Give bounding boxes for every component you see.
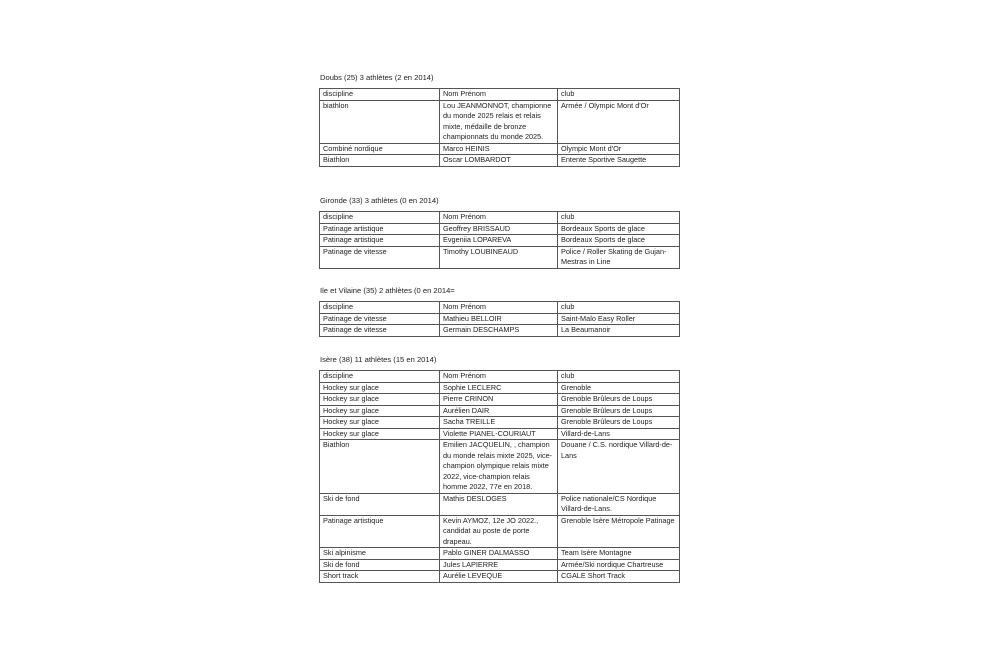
athletes-table xyxy=(319,301,680,337)
section-doubs xyxy=(319,73,681,167)
club-cell: Saint-Malo Easy Roller xyxy=(558,313,680,325)
name-cell: Evgeniia LOPAREVA xyxy=(440,235,558,247)
club-cell: Armée/Ski nordique Chartreuse xyxy=(558,559,680,571)
discipline-cell: Hockey sur glace xyxy=(320,417,440,429)
table-row xyxy=(320,548,680,560)
athletes-table xyxy=(319,370,680,583)
name-cell: Oscar LOMBARDOT xyxy=(440,155,558,167)
section-heading: Isère (38) 11 athlètes (15 en 2014) xyxy=(320,355,437,364)
table-row xyxy=(320,417,680,429)
header-nom-prenom: Nom Prénom xyxy=(440,302,558,314)
table-row xyxy=(320,428,680,440)
table-row xyxy=(320,405,680,417)
table-row xyxy=(320,223,680,235)
discipline-cell: Combiné nordique xyxy=(320,143,440,155)
discipline-cell: Patinage de vitesse xyxy=(320,246,440,268)
section-isere xyxy=(319,355,681,583)
name-cell: Aurélie LEVEQUE xyxy=(440,571,558,583)
club-cell: Grenoble Isère Métropole Patinage xyxy=(558,515,680,548)
discipline-cell: Hockey sur glace xyxy=(320,382,440,394)
discipline-cell: Patinage artistique xyxy=(320,223,440,235)
discipline-cell: Patinage de vitesse xyxy=(320,313,440,325)
discipline-cell: Short track xyxy=(320,571,440,583)
table-header-row xyxy=(320,89,680,101)
header-club: club xyxy=(558,212,680,224)
club-cell: Grenoble Brûleurs de Loups xyxy=(558,394,680,406)
club-cell: Villard-de-Lans xyxy=(558,428,680,440)
discipline-cell: Patinage artistique xyxy=(320,235,440,247)
header-nom-prenom: Nom Prénom xyxy=(440,212,558,224)
name-cell: Sacha TREILLE xyxy=(440,417,558,429)
club-cell: Entente Sportive Saugette xyxy=(558,155,680,167)
table-row xyxy=(320,515,680,548)
section-gironde xyxy=(319,196,681,269)
name-cell: Jules LAPIERRE xyxy=(440,559,558,571)
name-cell: Marco HEINIS xyxy=(440,143,558,155)
section-heading: Doubs (25) 3 athlètes (2 en 2014) xyxy=(320,73,434,82)
name-cell: Mathieu BELLOIR xyxy=(440,313,558,325)
name-cell: Geoffrey BRISSAUD xyxy=(440,223,558,235)
table-row xyxy=(320,325,680,337)
table-header-row xyxy=(320,302,680,314)
club-cell: Grenoble Brûleurs de Loups xyxy=(558,405,680,417)
table-row xyxy=(320,559,680,571)
discipline-cell: Patinage artistique xyxy=(320,515,440,548)
table-row xyxy=(320,155,680,167)
club-cell: Grenoble Brûleurs de Loups xyxy=(558,417,680,429)
header-discipline: discipline xyxy=(320,302,440,314)
club-cell: Bordeaux Sports de glace xyxy=(558,223,680,235)
name-cell: Kevin AYMOZ, 12e JO 2022., candidat au poste de porte drapeau. xyxy=(440,515,558,548)
name-cell: Sophie LECLERC xyxy=(440,382,558,394)
table-row xyxy=(320,571,680,583)
discipline-cell: Hockey sur glace xyxy=(320,405,440,417)
athletes-table xyxy=(319,211,680,269)
club-cell: Police nationale/CS Nordique Villard-de-Lans. xyxy=(558,493,680,515)
table-row xyxy=(320,235,680,247)
table-row xyxy=(320,382,680,394)
table-row xyxy=(320,394,680,406)
header-nom-prenom: Nom Prénom xyxy=(440,371,558,383)
header-discipline: discipline xyxy=(320,89,440,101)
header-discipline: discipline xyxy=(320,371,440,383)
name-cell: Emilien JACQUELIN, , champion du monde relais mixte 2025, vice-champion olympique relais mixte 2022, vice-champion relais homme 2022, 77e en 2018. xyxy=(440,440,558,494)
header-club: club xyxy=(558,302,680,314)
header-discipline: discipline xyxy=(320,212,440,224)
table-row xyxy=(320,143,680,155)
club-cell: Douane / C.S. nordique Villard-de-Lans xyxy=(558,440,680,494)
table-row xyxy=(320,313,680,325)
section-ille-et-vilaine xyxy=(319,286,681,337)
club-cell: Team Isère Montagne xyxy=(558,548,680,560)
discipline-cell: Biathlon xyxy=(320,155,440,167)
discipline-cell: Ski alpinisme xyxy=(320,548,440,560)
table-row xyxy=(320,493,680,515)
table-header-row xyxy=(320,212,680,224)
discipline-cell: Hockey sur glace xyxy=(320,428,440,440)
section-heading: Gironde (33) 3 athlètes (0 en 2014) xyxy=(320,196,439,205)
header-club: club xyxy=(558,89,680,101)
discipline-cell: Biathlon xyxy=(320,440,440,494)
name-cell: Pablo GINER DALMASSO xyxy=(440,548,558,560)
table-header-row xyxy=(320,371,680,383)
discipline-cell: Ski de fond xyxy=(320,493,440,515)
section-heading: Ile et Vilaine (35) 2 athlètes (0 en 2014= xyxy=(320,286,455,295)
club-cell: Bordeaux Sports de glace xyxy=(558,235,680,247)
table-row xyxy=(320,246,680,268)
header-club: club xyxy=(558,371,680,383)
name-cell: Pierre CRINON xyxy=(440,394,558,406)
name-cell: Violette PIANEL-COURIAUT xyxy=(440,428,558,440)
discipline-cell: biathlon xyxy=(320,100,440,143)
athletes-table xyxy=(319,88,680,167)
discipline-cell: Ski de fond xyxy=(320,559,440,571)
club-cell: CGALE Short Track xyxy=(558,571,680,583)
club-cell: Armée / Olympic Mont d'Or xyxy=(558,100,680,143)
club-cell: Olympic Mont d'Or xyxy=(558,143,680,155)
club-cell: Police / Roller Skating de Gujan-Mestras in Line xyxy=(558,246,680,268)
club-cell: Grenoble xyxy=(558,382,680,394)
discipline-cell: Hockey sur glace xyxy=(320,394,440,406)
club-cell: La Beaumanoir xyxy=(558,325,680,337)
name-cell: Lou JEANMONNOT, championne du monde 2025 relais et relais mixte, médaille de bronze championnats du monde 2025. xyxy=(440,100,558,143)
table-row xyxy=(320,440,680,494)
table-row xyxy=(320,100,680,143)
discipline-cell: Patinage de vitesse xyxy=(320,325,440,337)
name-cell: Mathis DESLOGES xyxy=(440,493,558,515)
name-cell: Aurélien DAIR xyxy=(440,405,558,417)
header-nom-prenom: Nom Prénom xyxy=(440,89,558,101)
name-cell: Timothy LOUBINEAUD xyxy=(440,246,558,268)
name-cell: Germain DESCHAMPS xyxy=(440,325,558,337)
